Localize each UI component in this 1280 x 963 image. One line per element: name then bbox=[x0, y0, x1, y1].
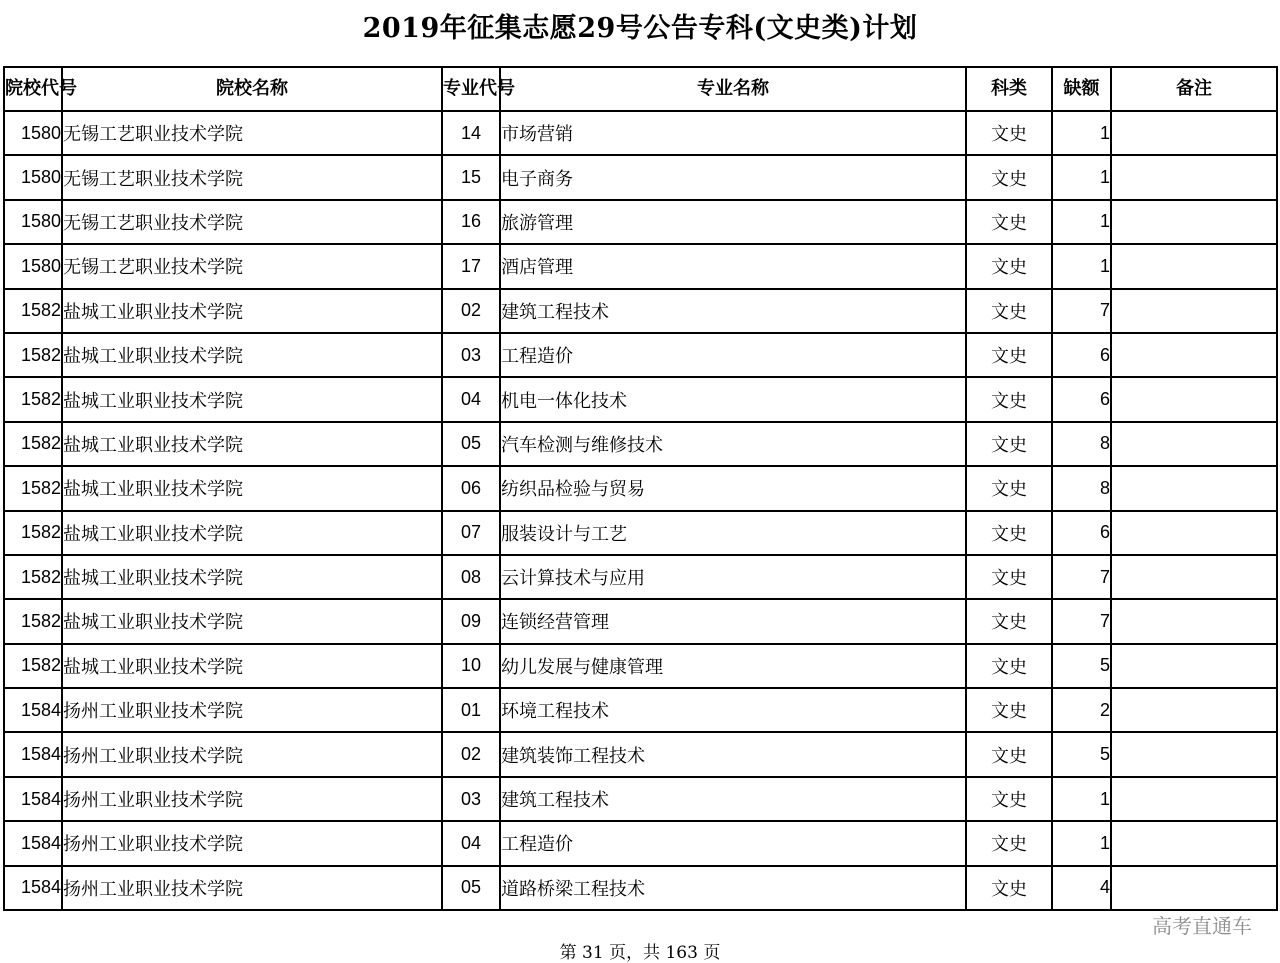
cell-major-name: 环境工程技术 bbox=[500, 688, 966, 732]
cell-quota: 5 bbox=[1052, 644, 1111, 688]
header-quota: 缺额 bbox=[1052, 67, 1111, 111]
cell-major-code: 06 bbox=[442, 466, 500, 510]
cell-major-code: 08 bbox=[442, 555, 500, 599]
cell-school-code: 1582 bbox=[4, 289, 62, 333]
header-school-code: 院校代号 bbox=[4, 67, 62, 111]
cell-major-code: 05 bbox=[442, 422, 500, 466]
cell-major-code: 01 bbox=[442, 688, 500, 732]
header-major-name: 专业名称 bbox=[500, 67, 966, 111]
cell-major-code: 04 bbox=[442, 377, 500, 421]
cell-school-name: 盐城工业职业技术学院 bbox=[62, 289, 442, 333]
cell-major-name: 市场营销 bbox=[500, 111, 966, 155]
cell-note bbox=[1111, 466, 1277, 510]
cell-school-code: 1584 bbox=[4, 777, 62, 821]
cell-note bbox=[1111, 821, 1277, 865]
cell-school-name: 盐城工业职业技术学院 bbox=[62, 555, 442, 599]
cell-note bbox=[1111, 644, 1277, 688]
cell-school-name: 盐城工业职业技术学院 bbox=[62, 377, 442, 421]
table-row bbox=[4, 377, 1277, 421]
cell-note bbox=[1111, 422, 1277, 466]
cell-note bbox=[1111, 777, 1277, 821]
cell-note bbox=[1111, 289, 1277, 333]
table-row bbox=[4, 777, 1277, 821]
cell-category: 文史 bbox=[966, 111, 1052, 155]
cell-quota: 1 bbox=[1052, 244, 1111, 288]
cell-major-name: 服装设计与工艺 bbox=[500, 511, 966, 555]
cell-school-name: 扬州工业职业技术学院 bbox=[62, 777, 442, 821]
cell-school-name: 无锡工艺职业技术学院 bbox=[62, 155, 442, 199]
cell-quota: 2 bbox=[1052, 688, 1111, 732]
cell-major-code: 03 bbox=[442, 777, 500, 821]
cell-school-code: 1580 bbox=[4, 111, 62, 155]
cell-school-code: 1582 bbox=[4, 599, 62, 643]
cell-major-name: 工程造价 bbox=[500, 821, 966, 865]
cell-category: 文史 bbox=[966, 821, 1052, 865]
cell-school-name: 扬州工业职业技术学院 bbox=[62, 688, 442, 732]
cell-category: 文史 bbox=[966, 422, 1052, 466]
cell-school-name: 扬州工业职业技术学院 bbox=[62, 732, 442, 776]
cell-quota: 8 bbox=[1052, 466, 1111, 510]
cell-school-code: 1584 bbox=[4, 821, 62, 865]
table-header-row bbox=[4, 67, 1277, 111]
table-row bbox=[4, 732, 1277, 776]
cell-quota: 5 bbox=[1052, 732, 1111, 776]
table-row bbox=[4, 555, 1277, 599]
cell-note bbox=[1111, 511, 1277, 555]
cell-category: 文史 bbox=[966, 155, 1052, 199]
cell-major-code: 02 bbox=[442, 732, 500, 776]
cell-quota: 7 bbox=[1052, 555, 1111, 599]
cell-quota: 1 bbox=[1052, 200, 1111, 244]
cell-major-code: 04 bbox=[442, 821, 500, 865]
cell-school-name: 扬州工业职业技术学院 bbox=[62, 821, 442, 865]
cell-category: 文史 bbox=[966, 688, 1052, 732]
table-row bbox=[4, 466, 1277, 510]
cell-major-code: 03 bbox=[442, 333, 500, 377]
cell-quota: 1 bbox=[1052, 821, 1111, 865]
cell-note bbox=[1111, 111, 1277, 155]
table-row bbox=[4, 333, 1277, 377]
header-category: 科类 bbox=[966, 67, 1052, 111]
cell-school-code: 1582 bbox=[4, 422, 62, 466]
cell-school-code: 1580 bbox=[4, 155, 62, 199]
cell-major-name: 机电一体化技术 bbox=[500, 377, 966, 421]
table-row bbox=[4, 155, 1277, 199]
table-row bbox=[4, 111, 1277, 155]
cell-school-name: 无锡工艺职业技术学院 bbox=[62, 244, 442, 288]
cell-major-name: 建筑工程技术 bbox=[500, 289, 966, 333]
table-row bbox=[4, 511, 1277, 555]
cell-major-name: 建筑装饰工程技术 bbox=[500, 732, 966, 776]
cell-quota: 6 bbox=[1052, 377, 1111, 421]
cell-quota: 1 bbox=[1052, 111, 1111, 155]
cell-quota: 8 bbox=[1052, 422, 1111, 466]
cell-school-name: 盐城工业职业技术学院 bbox=[62, 333, 442, 377]
cell-school-code: 1584 bbox=[4, 732, 62, 776]
cell-major-name: 纺织品检验与贸易 bbox=[500, 466, 966, 510]
cell-major-name: 汽车检测与维修技术 bbox=[500, 422, 966, 466]
cell-major-code: 14 bbox=[442, 111, 500, 155]
cell-major-code: 16 bbox=[442, 200, 500, 244]
cell-category: 文史 bbox=[966, 244, 1052, 288]
cell-note bbox=[1111, 333, 1277, 377]
header-major-code: 专业代号 bbox=[442, 67, 500, 111]
cell-note bbox=[1111, 555, 1277, 599]
cell-school-name: 盐城工业职业技术学院 bbox=[62, 511, 442, 555]
cell-school-code: 1582 bbox=[4, 333, 62, 377]
cell-note bbox=[1111, 732, 1277, 776]
cell-note bbox=[1111, 866, 1277, 910]
cell-category: 文史 bbox=[966, 599, 1052, 643]
cell-quota: 6 bbox=[1052, 333, 1111, 377]
cell-school-name: 扬州工业职业技术学院 bbox=[62, 866, 442, 910]
cell-major-name: 电子商务 bbox=[500, 155, 966, 199]
cell-category: 文史 bbox=[966, 644, 1052, 688]
cell-school-code: 1584 bbox=[4, 866, 62, 910]
cell-school-code: 1582 bbox=[4, 511, 62, 555]
cell-major-code: 10 bbox=[442, 644, 500, 688]
cell-category: 文史 bbox=[966, 333, 1052, 377]
cell-quota: 4 bbox=[1052, 866, 1111, 910]
cell-category: 文史 bbox=[966, 777, 1052, 821]
cell-quota: 1 bbox=[1052, 155, 1111, 199]
cell-major-name: 幼儿发展与健康管理 bbox=[500, 644, 966, 688]
cell-quota: 7 bbox=[1052, 289, 1111, 333]
cell-school-name: 无锡工艺职业技术学院 bbox=[62, 200, 442, 244]
cell-major-name: 建筑工程技术 bbox=[500, 777, 966, 821]
cell-category: 文史 bbox=[966, 511, 1052, 555]
cell-major-name: 旅游管理 bbox=[500, 200, 966, 244]
cell-school-code: 1582 bbox=[4, 555, 62, 599]
cell-note bbox=[1111, 200, 1277, 244]
table-row bbox=[4, 422, 1277, 466]
cell-major-name: 道路桥梁工程技术 bbox=[500, 866, 966, 910]
cell-school-code: 1584 bbox=[4, 688, 62, 732]
cell-major-code: 07 bbox=[442, 511, 500, 555]
table-row bbox=[4, 821, 1277, 865]
cell-quota: 6 bbox=[1052, 511, 1111, 555]
cell-category: 文史 bbox=[966, 866, 1052, 910]
cell-school-code: 1582 bbox=[4, 644, 62, 688]
cell-category: 文史 bbox=[966, 200, 1052, 244]
cell-school-code: 1582 bbox=[4, 466, 62, 510]
cell-school-name: 盐城工业职业技术学院 bbox=[62, 422, 442, 466]
cell-major-code: 02 bbox=[442, 289, 500, 333]
cell-school-code: 1580 bbox=[4, 244, 62, 288]
cell-category: 文史 bbox=[966, 377, 1052, 421]
cell-note bbox=[1111, 155, 1277, 199]
page-title: 2019年征集志愿29号公告专科(文史类)计划 bbox=[362, 13, 918, 44]
cell-note bbox=[1111, 377, 1277, 421]
cell-quota: 1 bbox=[1052, 777, 1111, 821]
cell-major-code: 17 bbox=[442, 244, 500, 288]
cell-school-code: 1582 bbox=[4, 377, 62, 421]
cell-school-name: 盐城工业职业技术学院 bbox=[62, 644, 442, 688]
cell-category: 文史 bbox=[966, 732, 1052, 776]
header-school-name: 院校名称 bbox=[62, 67, 442, 111]
cell-school-name: 盐城工业职业技术学院 bbox=[62, 466, 442, 510]
cell-major-name: 连锁经营管理 bbox=[500, 599, 966, 643]
cell-major-name: 云计算技术与应用 bbox=[500, 555, 966, 599]
cell-major-code: 15 bbox=[442, 155, 500, 199]
table-row bbox=[4, 644, 1277, 688]
cell-school-name: 盐城工业职业技术学院 bbox=[62, 599, 442, 643]
cell-school-name: 无锡工艺职业技术学院 bbox=[62, 111, 442, 155]
cell-category: 文史 bbox=[966, 289, 1052, 333]
table-body bbox=[4, 111, 1277, 910]
cell-major-name: 酒店管理 bbox=[500, 244, 966, 288]
cell-school-code: 1580 bbox=[4, 200, 62, 244]
cell-note bbox=[1111, 599, 1277, 643]
cell-note bbox=[1111, 244, 1277, 288]
table-row bbox=[4, 289, 1277, 333]
table-row bbox=[4, 688, 1277, 732]
page-footer: 第 31 页，共 163 页 bbox=[559, 943, 721, 963]
cell-note bbox=[1111, 688, 1277, 732]
cell-major-code: 05 bbox=[442, 866, 500, 910]
cell-major-code: 09 bbox=[442, 599, 500, 643]
table-row bbox=[4, 866, 1277, 910]
plan-table bbox=[3, 66, 1278, 911]
cell-major-name: 工程造价 bbox=[500, 333, 966, 377]
watermark-text: 高考直通车 bbox=[1152, 914, 1252, 938]
table-row bbox=[4, 200, 1277, 244]
table-row bbox=[4, 244, 1277, 288]
table-row bbox=[4, 599, 1277, 643]
cell-category: 文史 bbox=[966, 466, 1052, 510]
cell-quota: 7 bbox=[1052, 599, 1111, 643]
header-note: 备注 bbox=[1111, 67, 1277, 111]
cell-category: 文史 bbox=[966, 555, 1052, 599]
